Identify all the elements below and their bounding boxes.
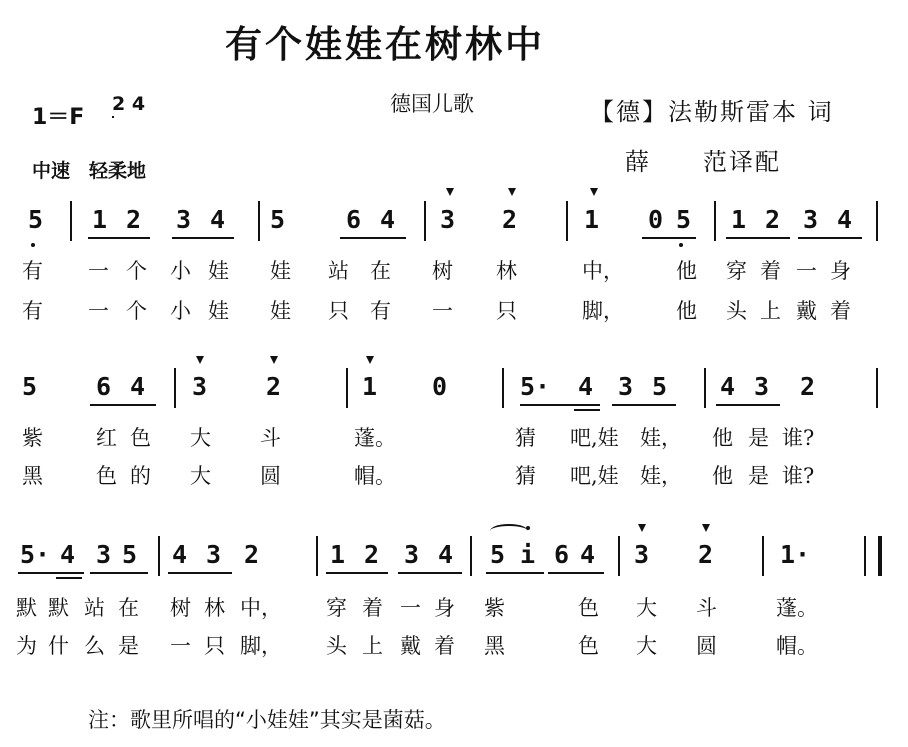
lyric-verse1: 斗 bbox=[260, 426, 281, 450]
meter-bottom: 4 bbox=[131, 93, 146, 115]
lyric-verse1: 蓬。 bbox=[354, 426, 396, 450]
note: 5· bbox=[520, 372, 551, 401]
note: 1 bbox=[330, 540, 346, 569]
duration-line bbox=[88, 237, 150, 239]
note: 5 bbox=[676, 205, 692, 234]
lyric-verse1: 是 bbox=[748, 426, 769, 450]
lyric-verse1: 身 bbox=[434, 596, 455, 620]
note: 4 bbox=[837, 205, 853, 234]
lyric-verse2: 上 bbox=[362, 634, 383, 658]
note: 1 bbox=[92, 205, 108, 234]
duration-line bbox=[172, 237, 234, 239]
barline bbox=[502, 368, 504, 408]
note: 5 bbox=[490, 540, 506, 569]
lyric-verse1: 蓬。 bbox=[776, 596, 818, 620]
lyric-verse2: 色 bbox=[578, 634, 599, 658]
lyric-verse1: 小 bbox=[170, 259, 191, 283]
meter-line bbox=[112, 116, 114, 118]
lyric-verse2: 的 bbox=[130, 464, 151, 488]
lyric-verse1: 穿 bbox=[326, 596, 347, 620]
note: 4 bbox=[438, 540, 454, 569]
note: 6 bbox=[96, 372, 112, 401]
lyric-verse2: 帽。 bbox=[776, 634, 818, 658]
barline bbox=[346, 368, 348, 408]
note: 3 bbox=[803, 205, 819, 234]
lyric-verse1: 着 bbox=[362, 596, 383, 620]
barline bbox=[424, 201, 426, 241]
barline bbox=[566, 201, 568, 241]
note: 3 bbox=[634, 540, 650, 569]
note: 2 bbox=[502, 205, 518, 234]
lyric-verse2: 猜 bbox=[515, 464, 536, 488]
lyric-verse1: 色 bbox=[130, 426, 151, 450]
lyric-verse1: 在 bbox=[118, 596, 139, 620]
lyric-verse1: 娃 bbox=[270, 259, 291, 283]
barline bbox=[316, 536, 318, 576]
duration-line bbox=[486, 572, 544, 574]
lyric-verse2: 么 bbox=[84, 634, 105, 658]
lyric-verse1: 着 bbox=[760, 259, 781, 283]
note: 6 bbox=[346, 205, 362, 234]
barline bbox=[864, 536, 866, 576]
note: 4 bbox=[580, 540, 596, 569]
lyric-verse1: 谁? bbox=[782, 426, 815, 450]
barline bbox=[258, 201, 260, 241]
accent-mark bbox=[196, 356, 204, 364]
lyric-verse2: 圆 bbox=[260, 464, 281, 488]
note: 2 bbox=[126, 205, 142, 234]
barline bbox=[618, 536, 620, 576]
lyric-verse1: 吧,娃 bbox=[570, 426, 619, 450]
note: 6 bbox=[554, 540, 570, 569]
lyric-verse1: 林 bbox=[496, 259, 517, 283]
duration-line bbox=[90, 404, 156, 406]
accent-mark bbox=[508, 188, 516, 196]
lyric-verse1: 色 bbox=[578, 596, 599, 620]
lyric-verse1: 红 bbox=[96, 426, 117, 450]
lyric-verse2: 一 bbox=[170, 634, 191, 658]
lyric-verse1: 他 bbox=[712, 426, 733, 450]
lyric-verse1: 林 bbox=[204, 596, 225, 620]
note: 2 bbox=[800, 372, 816, 401]
song-title: 有个娃娃在树林中 bbox=[225, 23, 545, 66]
lyric-verse1: 有 bbox=[22, 259, 43, 283]
lyric-verse1: 身 bbox=[830, 259, 851, 283]
barline bbox=[158, 536, 160, 576]
note: 1 bbox=[731, 205, 747, 234]
lyric-verse2: 是 bbox=[748, 464, 769, 488]
accent-mark bbox=[590, 188, 598, 196]
lyric-verse2: 小 bbox=[170, 299, 191, 323]
barline bbox=[876, 368, 878, 408]
lyric-verse2: 个 bbox=[126, 299, 147, 323]
lyric-verse2: 只 bbox=[496, 299, 517, 323]
octave-dot-low bbox=[679, 243, 683, 247]
note: 5 bbox=[28, 205, 44, 234]
lyric-verse1: 他 bbox=[676, 259, 697, 283]
lyric-verse2: 一 bbox=[432, 299, 453, 323]
lyric-verse1: 娃， bbox=[640, 426, 682, 450]
duration-line bbox=[398, 572, 462, 574]
duration-line bbox=[798, 237, 862, 239]
key-signature: 1＝F bbox=[32, 105, 85, 130]
note: 2 bbox=[698, 540, 714, 569]
note: 3 bbox=[440, 205, 456, 234]
lyric-verse1: 默 bbox=[48, 596, 69, 620]
duration-line bbox=[340, 237, 406, 239]
lyric-verse2: 只 bbox=[328, 299, 349, 323]
lyric-verse1: 个 bbox=[126, 259, 147, 283]
lyric-verse2: 黑 bbox=[484, 634, 505, 658]
slur-mark bbox=[490, 524, 528, 538]
lyric-verse1: 大 bbox=[190, 426, 211, 450]
lyric-verse2: 他 bbox=[676, 299, 697, 323]
lyric-verse2: 着 bbox=[434, 634, 455, 658]
lyric-verse1: 紫 bbox=[22, 426, 43, 450]
arranger-credit: 薛 范译配 bbox=[625, 148, 781, 176]
accent-mark bbox=[366, 356, 374, 364]
note: 3 bbox=[96, 540, 112, 569]
lyric-verse1: 一 bbox=[796, 259, 817, 283]
barline bbox=[876, 201, 878, 241]
lyric-verse2: 娃 bbox=[270, 299, 291, 323]
lyric-verse1: 娃 bbox=[208, 259, 229, 283]
duration-line bbox=[520, 404, 600, 406]
lyric-verse2: 脚， bbox=[582, 299, 624, 323]
footnote: 注：歌里所唱的“小娃娃”其实是菌菇。 bbox=[88, 708, 446, 732]
lyric-verse2: 圆 bbox=[696, 634, 717, 658]
barline bbox=[762, 536, 764, 576]
lyric-verse1: 站 bbox=[84, 596, 105, 620]
note: 5 bbox=[122, 540, 138, 569]
duration-line bbox=[726, 237, 790, 239]
lyric-verse2: 帽。 bbox=[354, 464, 396, 488]
duration-line bbox=[18, 572, 84, 574]
note: 2 bbox=[364, 540, 380, 569]
note: 3 bbox=[176, 205, 192, 234]
lyric-verse2: 戴 bbox=[796, 299, 817, 323]
lyric-verse2: 脚， bbox=[240, 634, 282, 658]
accent-mark bbox=[638, 524, 646, 532]
note: 1 bbox=[584, 205, 600, 234]
lyric-verse1: 穿 bbox=[726, 259, 747, 283]
note: 4 bbox=[578, 372, 594, 401]
lyric-verse2: 色 bbox=[96, 464, 117, 488]
note: i bbox=[520, 540, 536, 569]
lyric-verse2: 是 bbox=[118, 634, 139, 658]
lyric-verse1: 中， bbox=[240, 596, 282, 620]
lyric-verse2: 头 bbox=[326, 634, 347, 658]
lyric-verse1: 站 bbox=[328, 259, 349, 283]
lyric-verse2: 大 bbox=[636, 634, 657, 658]
note: 2 bbox=[765, 205, 781, 234]
lyric-verse2: 头 bbox=[726, 299, 747, 323]
lyric-verse1: 中， bbox=[582, 259, 624, 283]
lyric-verse2: 有 bbox=[22, 299, 43, 323]
note: 4 bbox=[60, 540, 76, 569]
lyric-verse2: 只 bbox=[204, 634, 225, 658]
note: 3 bbox=[754, 372, 770, 401]
lyric-verse2: 娃 bbox=[208, 299, 229, 323]
duration-line-double bbox=[574, 409, 600, 411]
note: 0 bbox=[432, 372, 448, 401]
lyric-verse1: 斗 bbox=[696, 596, 717, 620]
note: 4 bbox=[380, 205, 396, 234]
lyric-verse2: 吧,娃 bbox=[570, 464, 619, 488]
duration-line bbox=[548, 572, 604, 574]
barline bbox=[470, 536, 472, 576]
final-barline bbox=[878, 536, 882, 576]
note: 4 bbox=[130, 372, 146, 401]
lyric-verse2: 为 bbox=[16, 634, 37, 658]
lyric-verse1: 一 bbox=[400, 596, 421, 620]
song-origin: 德国儿歌 bbox=[390, 92, 474, 116]
lyric-verse2: 一 bbox=[88, 299, 109, 323]
note: 0 bbox=[648, 205, 664, 234]
note: 3 bbox=[192, 372, 208, 401]
note: 1 bbox=[362, 372, 378, 401]
note: 3 bbox=[618, 372, 634, 401]
note: 5· bbox=[20, 540, 51, 569]
lyric-verse1: 紫 bbox=[484, 596, 505, 620]
duration-line bbox=[642, 237, 696, 239]
lyric-verse1: 默 bbox=[16, 596, 37, 620]
note: 5 bbox=[652, 372, 668, 401]
barline bbox=[714, 201, 716, 241]
barline bbox=[174, 368, 176, 408]
lyricist-credit: 【德】法勒斯雷本 词 bbox=[590, 98, 834, 126]
duration-line bbox=[168, 572, 232, 574]
note: 4 bbox=[172, 540, 188, 569]
lyric-verse1: 在 bbox=[370, 259, 391, 283]
accent-mark bbox=[702, 524, 710, 532]
note: 3 bbox=[404, 540, 420, 569]
lyric-verse1: 树 bbox=[432, 259, 453, 283]
accent-mark bbox=[446, 188, 454, 196]
lyric-verse2: 上 bbox=[760, 299, 781, 323]
lyric-verse2: 什 bbox=[48, 634, 69, 658]
lyric-verse2: 大 bbox=[190, 464, 211, 488]
note: 2 bbox=[266, 372, 282, 401]
lyric-verse1: 树 bbox=[170, 596, 191, 620]
duration-line bbox=[326, 572, 388, 574]
duration-line bbox=[90, 572, 148, 574]
lyric-verse2: 娃， bbox=[640, 464, 682, 488]
time-signature bbox=[112, 93, 146, 115]
barline bbox=[70, 201, 72, 241]
lyric-verse2: 着 bbox=[830, 299, 851, 323]
note: 4 bbox=[210, 205, 226, 234]
tempo-marking: 中速 轻柔地 bbox=[32, 160, 147, 182]
lyric-verse1: 一 bbox=[88, 259, 109, 283]
lyric-verse1: 猜 bbox=[515, 426, 536, 450]
lyric-verse1: 大 bbox=[636, 596, 657, 620]
duration-line bbox=[612, 404, 676, 406]
lyric-verse2: 黑 bbox=[22, 464, 43, 488]
note: 5 bbox=[270, 205, 286, 234]
duration-line bbox=[716, 404, 780, 406]
lyric-verse2: 他 bbox=[712, 464, 733, 488]
barline bbox=[704, 368, 706, 408]
note: 4 bbox=[720, 372, 736, 401]
duration-line-double bbox=[56, 577, 82, 579]
lyric-verse2: 戴 bbox=[400, 634, 421, 658]
note: 1· bbox=[780, 540, 811, 569]
lyric-verse2: 有 bbox=[370, 299, 391, 323]
accent-mark bbox=[270, 356, 278, 364]
note: 3 bbox=[206, 540, 222, 569]
note: 5 bbox=[22, 372, 38, 401]
note: 2 bbox=[244, 540, 260, 569]
meter-top: 2 bbox=[112, 93, 126, 115]
lyric-verse2: 谁? bbox=[782, 464, 815, 488]
octave-dot-low bbox=[31, 243, 35, 247]
